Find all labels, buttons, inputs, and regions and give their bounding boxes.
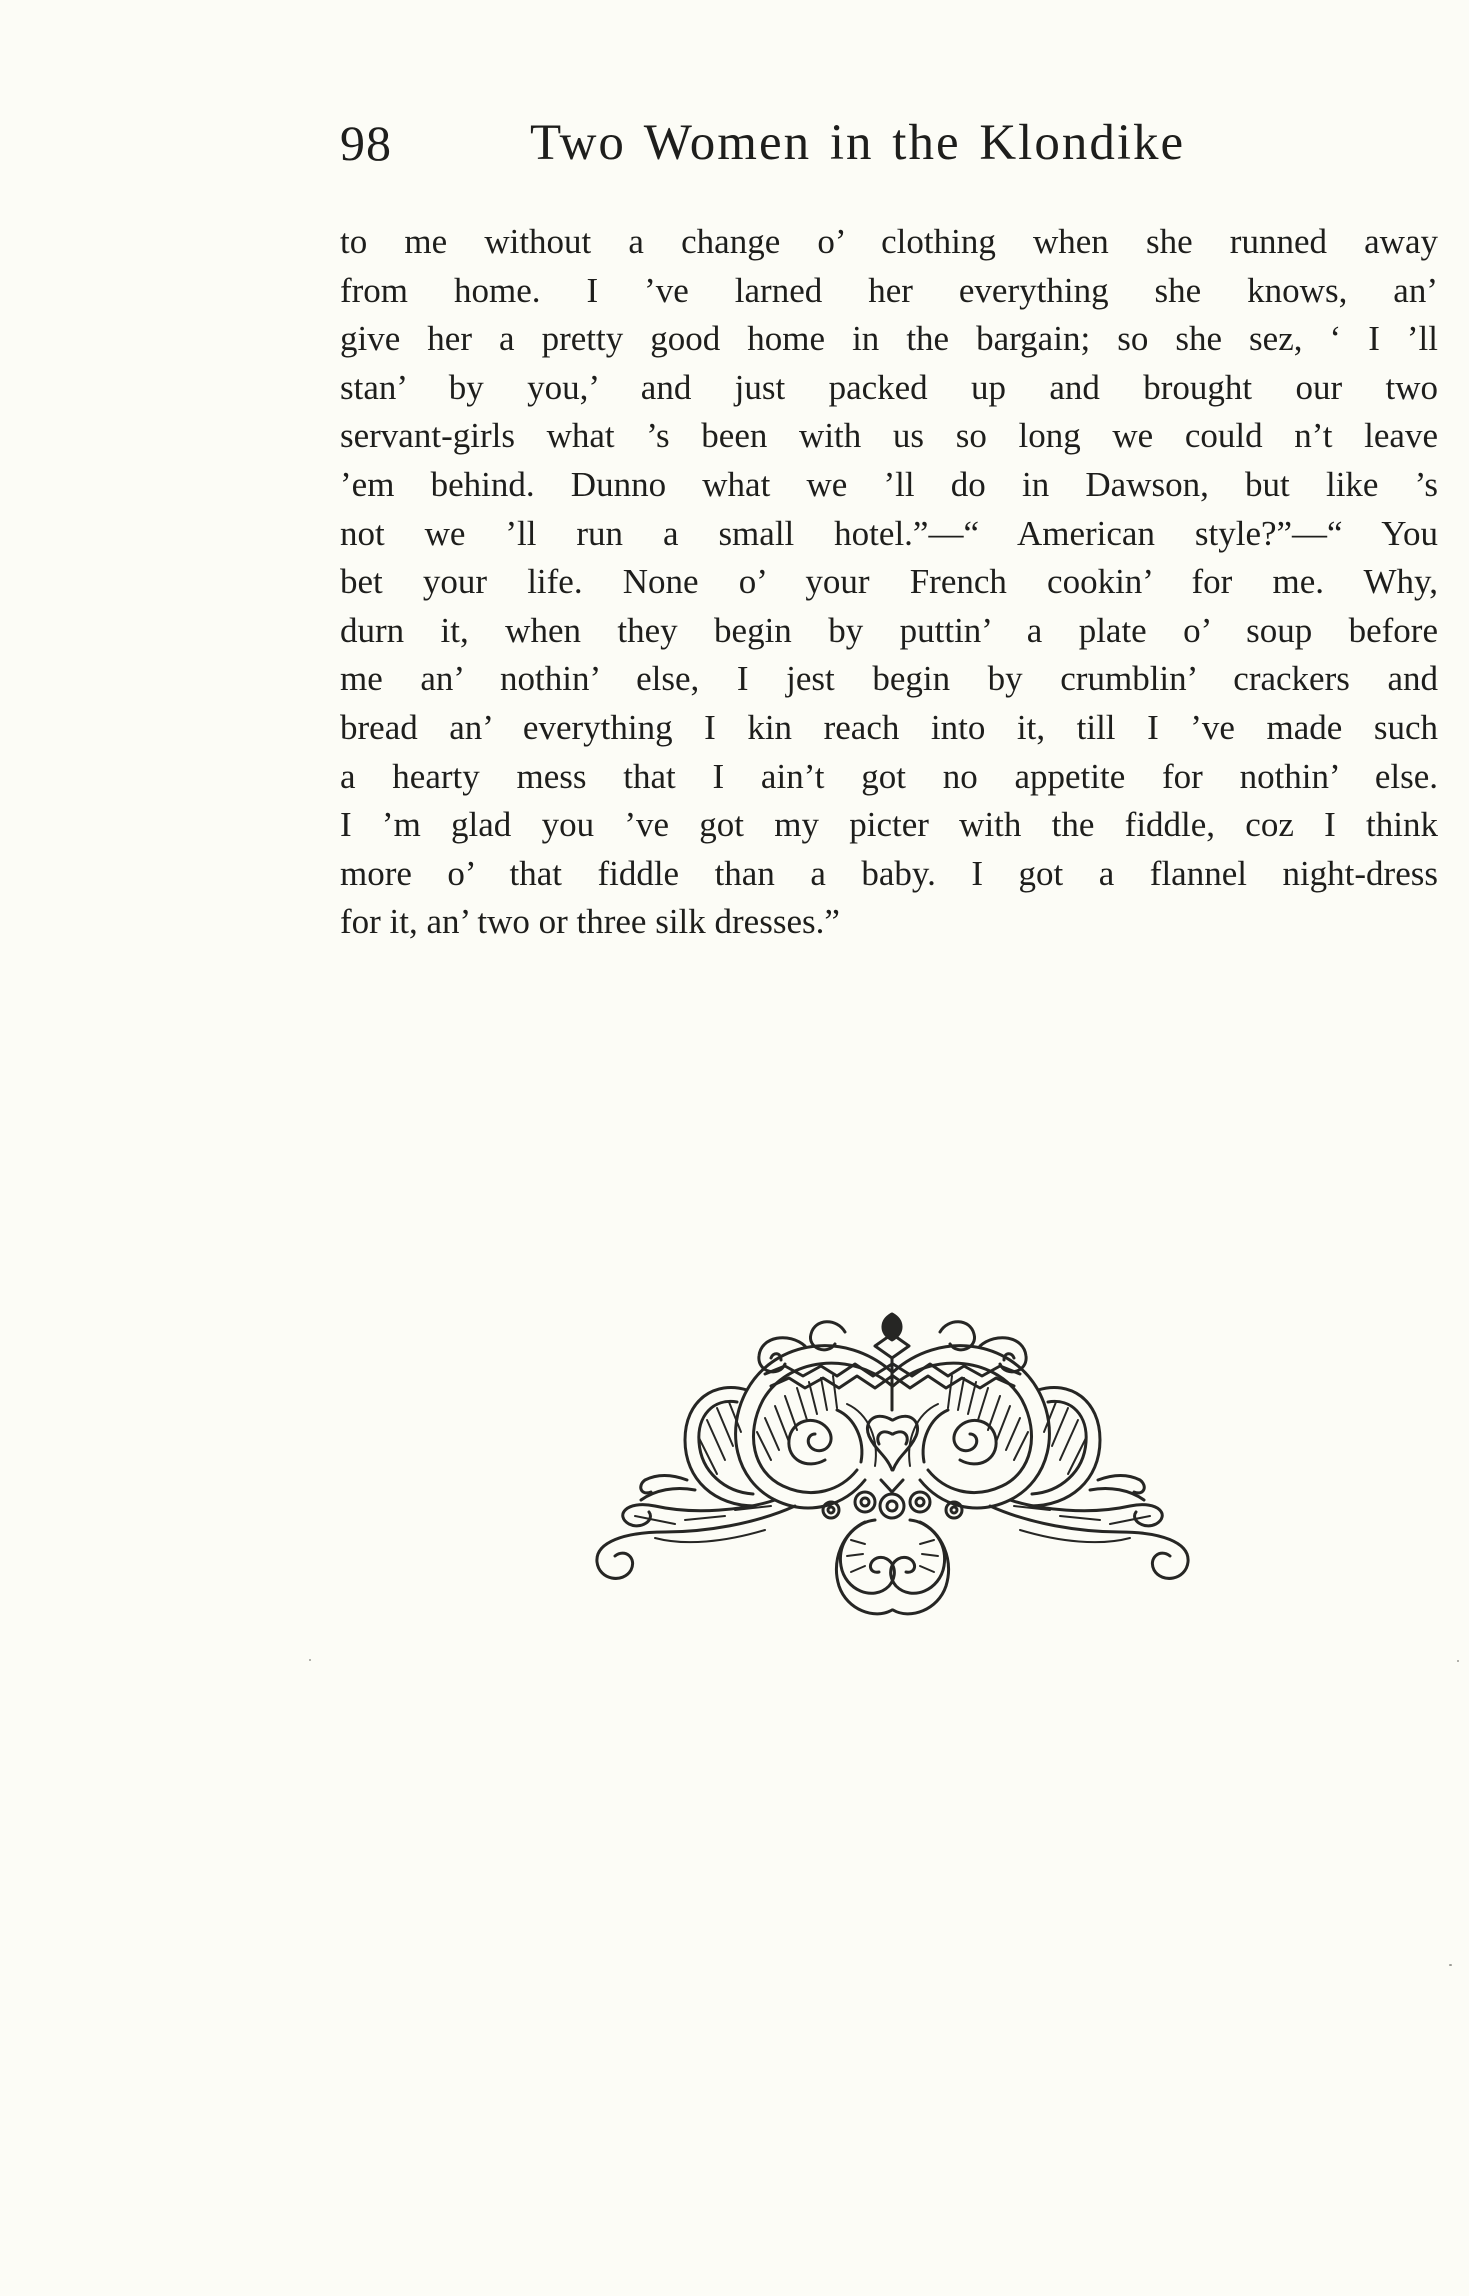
body-text xyxy=(340,218,1438,947)
text-line: ’em behind. Dunno what we ’ll do in Dawson, but like ’s xyxy=(340,464,1438,504)
text-line: from home. I ’ve larned her everything she knows, an’ xyxy=(340,270,1438,310)
text-line: more o’ that fiddle than a baby. I got a flannel night-dress xyxy=(340,853,1438,893)
text-line: I ’m glad you ’ve got my picter with the fiddle, coz I think xyxy=(340,805,1438,845)
tailpiece-scroll-ornament-icon xyxy=(575,1310,1210,1675)
text-line: give her a pretty good home in the bargain; so she sez, ‘ I ’ll xyxy=(340,319,1438,359)
text-line: durn it, when they begin by puttin’ a plate o’ soup before xyxy=(340,610,1438,650)
paper-speck xyxy=(1457,1660,1459,1662)
text-line: to me without a change o’ clothing when she runned away xyxy=(340,222,1438,261)
text-line: bet your life. None o’ your French cookin’ for me. Why, xyxy=(340,562,1438,602)
page-number: 98 xyxy=(340,115,392,171)
text-line: servant-girls what ’s been with us so long we could n’t leave xyxy=(340,416,1438,456)
running-head xyxy=(340,108,1262,178)
text-line: a hearty mess that I ain’t got no appetite for nothin’ else. xyxy=(340,756,1438,796)
paper-speck xyxy=(309,1659,311,1661)
text-line: me an’ nothin’ else, I jest begin by crumblin’ crackers and xyxy=(340,659,1438,699)
paper-speck xyxy=(1449,1964,1452,1966)
text-line: not we ’ll run a small hotel.”—“ American style?”—“ You xyxy=(340,513,1438,553)
running-title: Two Women in the Klondike xyxy=(530,115,1186,171)
text-line: for it, an’ two or three silk dresses.” xyxy=(340,902,840,942)
text-line: bread an’ everything I kin reach into it, till I ’ve made such xyxy=(340,707,1438,747)
text-line: stan’ by you,’ and just packed up and brought our two xyxy=(340,367,1438,407)
